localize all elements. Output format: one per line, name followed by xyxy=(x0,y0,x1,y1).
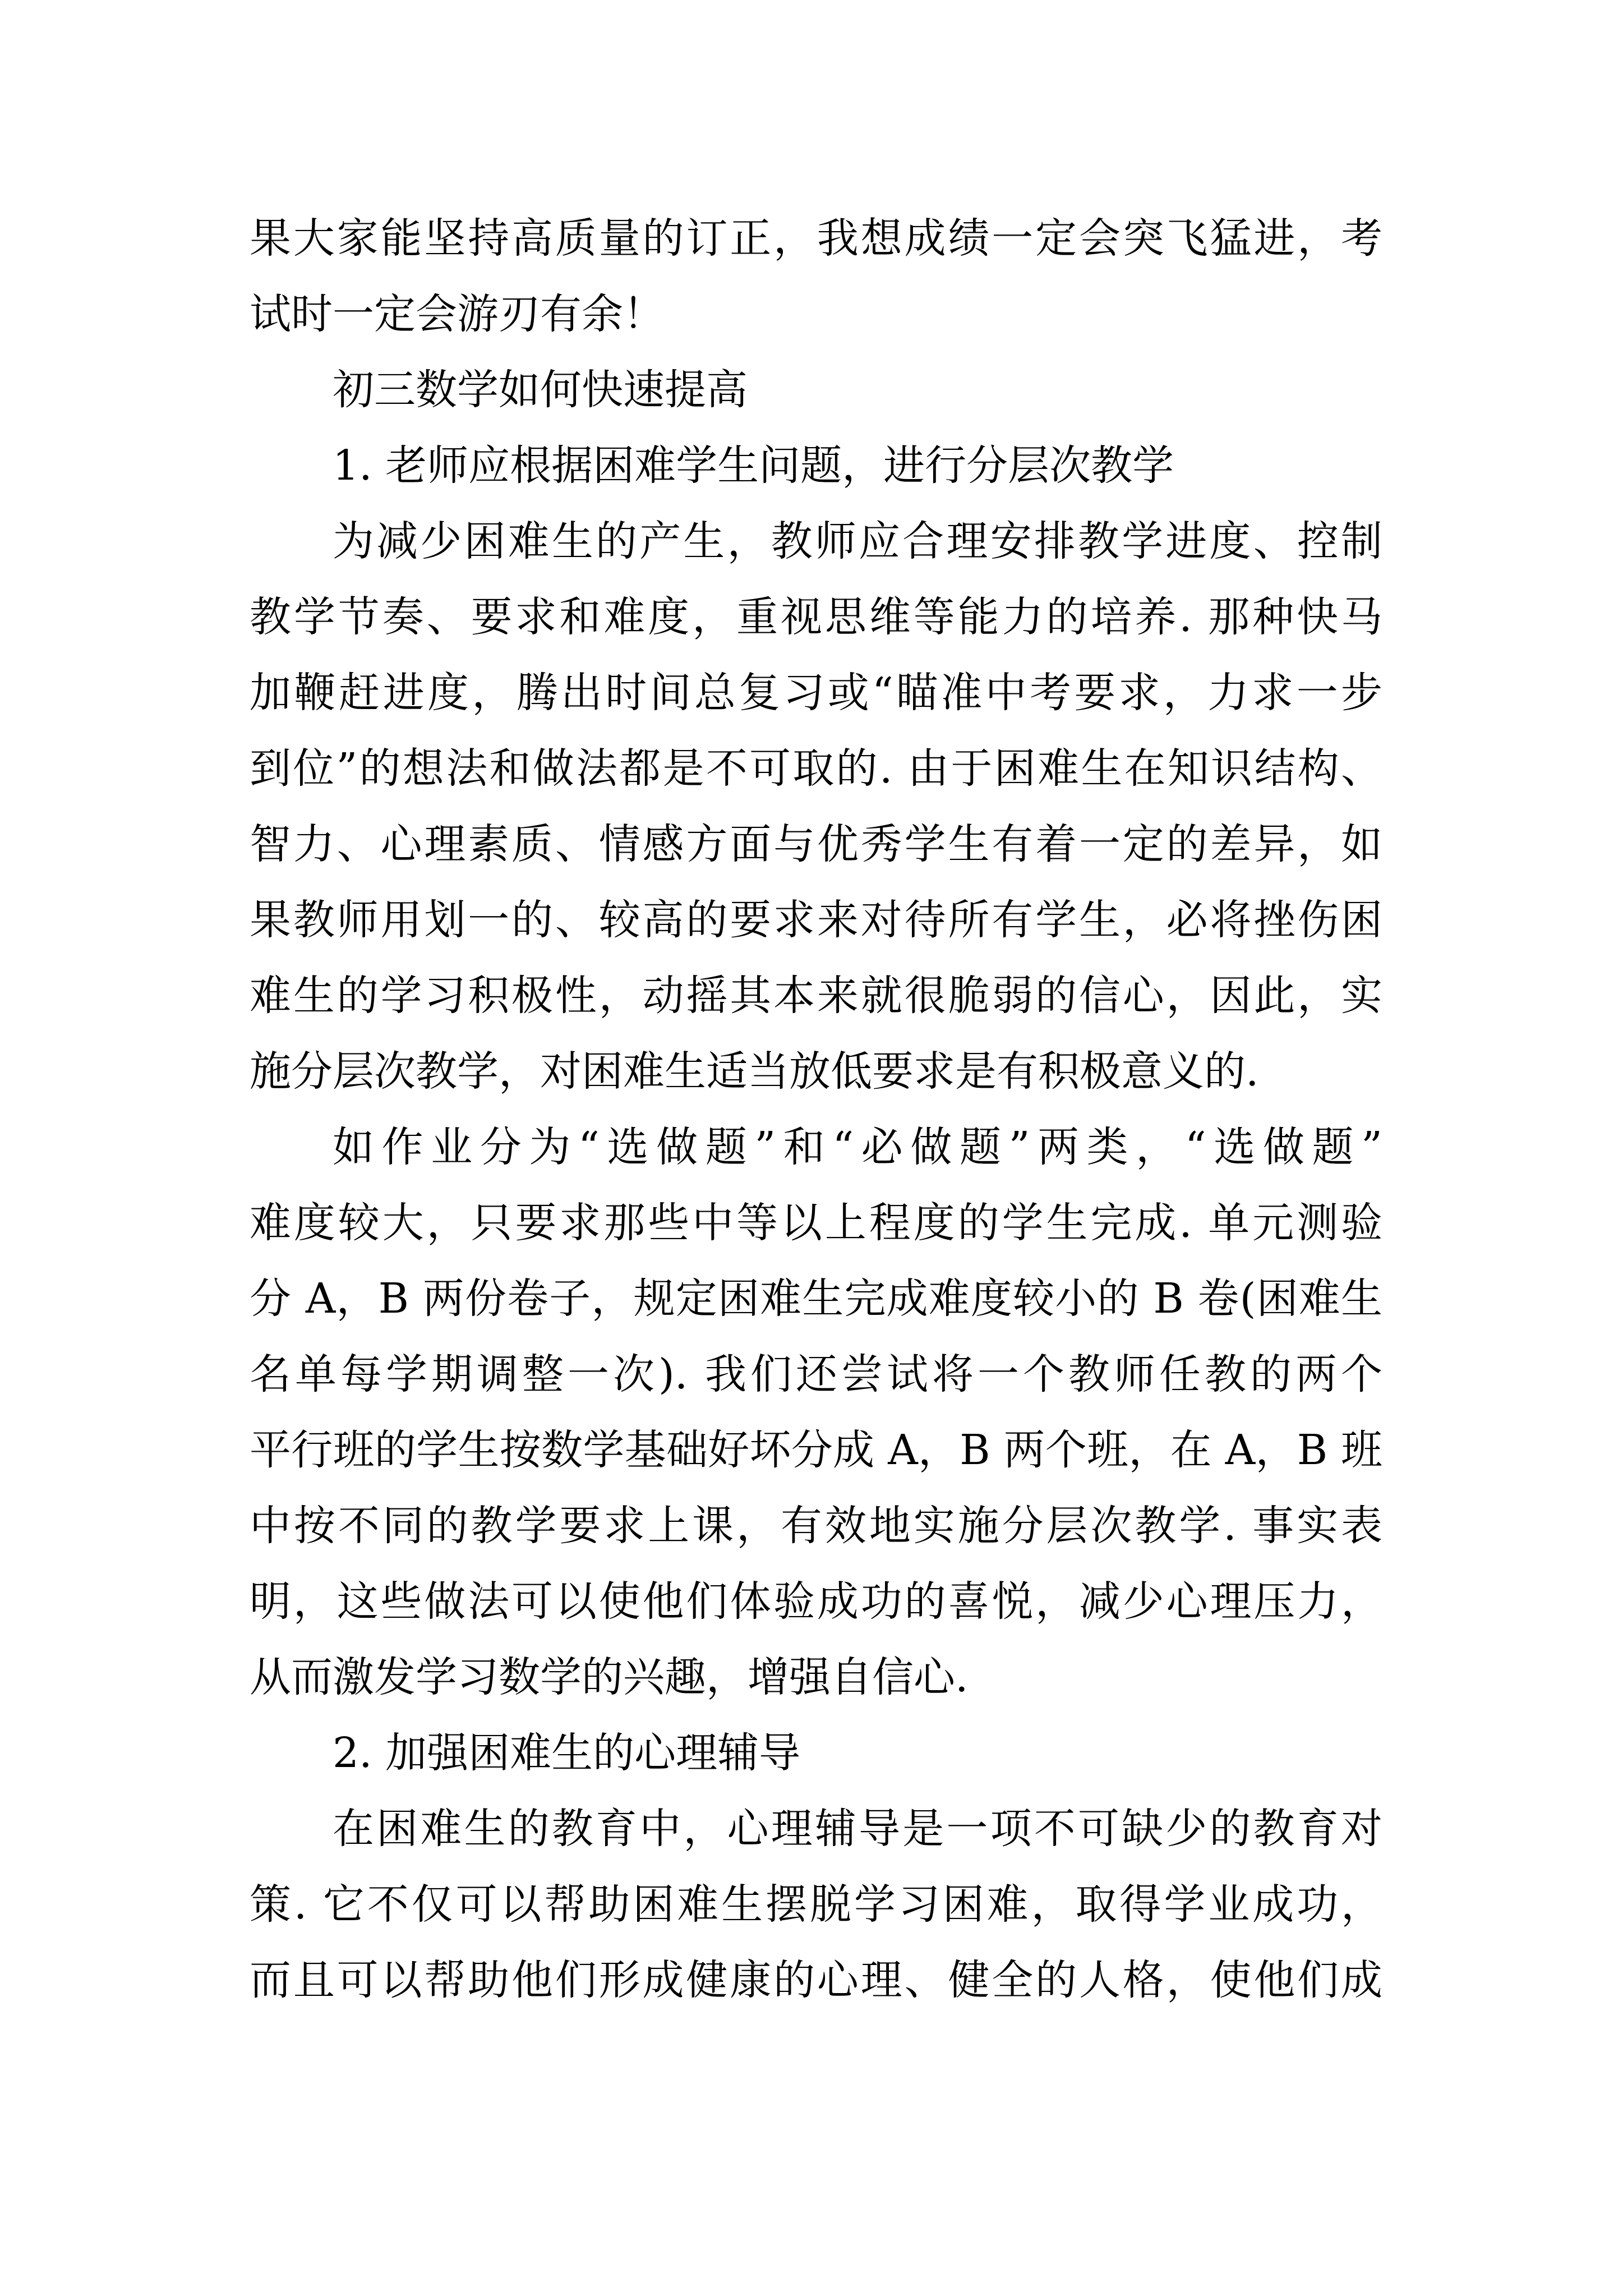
paragraph-3-start: 在困难生的教育中，心理辅导是一项不可缺少的教育对 xyxy=(333,1805,1382,1853)
paragraph-2-line: 分 A，B 两份卷子，规定困难生完成难度较小的 B 卷(困难生 xyxy=(250,1274,1382,1323)
paragraph-2-line: 中按不同的教学要求上课，有效地实施分层次教学. 事实表 xyxy=(250,1502,1382,1550)
section-heading: 初三数学如何快速提高 xyxy=(333,366,748,414)
subsection-heading-2: 2. 加强困难生的心理辅导 xyxy=(333,1729,801,1777)
paragraph-1-line: 智力、心理素质、情感方面与优秀学生有着一定的差异，如 xyxy=(250,820,1382,868)
paragraph-2-end: 从而激发学习数学的兴趣，增强自信心. xyxy=(250,1653,969,1701)
text-line-continuation: 果大家能坚持高质量的订正，我想成绩一定会突飞猛进，考 xyxy=(250,214,1382,263)
text-line-paragraph-end: 试时一定会游刃有余！ xyxy=(250,290,665,338)
paragraph-1-end: 施分层次教学，对困难生适当放低要求是有积极意义的. xyxy=(250,1047,1259,1096)
paragraph-1-start: 为减少困难生的产生，教师应合理安排教学进度、控制 xyxy=(333,517,1382,565)
paragraph-2-line: 名单每学期调整一次). 我们还尝试将一个教师任教的两个 xyxy=(250,1350,1382,1398)
paragraph-1-line: 加鞭赶进度，腾出时间总复习或“瞄准中考要求，力求一步 xyxy=(250,669,1382,717)
paragraph-3-line: 策. 它不仅可以帮助困难生摆脱学习困难，取得学业成功， xyxy=(250,1880,1382,1929)
paragraph-1-line: 教学节奏、要求和难度，重视思维等能力的培养. 那种快马 xyxy=(250,593,1382,641)
subsection-heading-1: 1. 老师应根据困难学生问题，进行分层次教学 xyxy=(333,441,1174,490)
paragraph-2-start: 如作业分为“选做题”和“必做题”两类，“选做题” xyxy=(333,1123,1382,1171)
paragraph-1-line: 果教师用划一的、较高的要求来对待所有学生，必将挫伤困 xyxy=(250,896,1382,944)
paragraph-1-line: 到位”的想法和做法都是不可取的. 由于困难生在知识结构、 xyxy=(250,744,1382,793)
paragraph-2-line: 难度较大，只要求那些中等以上程度的学生完成. 单元测验 xyxy=(250,1199,1382,1247)
paragraph-1-line: 难生的学习积极性，动摇其本来就很脆弱的信心，因此，实 xyxy=(250,972,1382,1020)
paragraph-2-line: 平行班的学生按数学基础好坏分成 A，B 两个班，在 A，B 班 xyxy=(250,1426,1382,1474)
paragraph-2-line: 明，这些做法可以使他们体验成功的喜悦，减少心理压力， xyxy=(250,1577,1382,1626)
paragraph-3-line: 而且可以帮助他们形成健康的心理、健全的人格，使他们成 xyxy=(250,1956,1382,2004)
